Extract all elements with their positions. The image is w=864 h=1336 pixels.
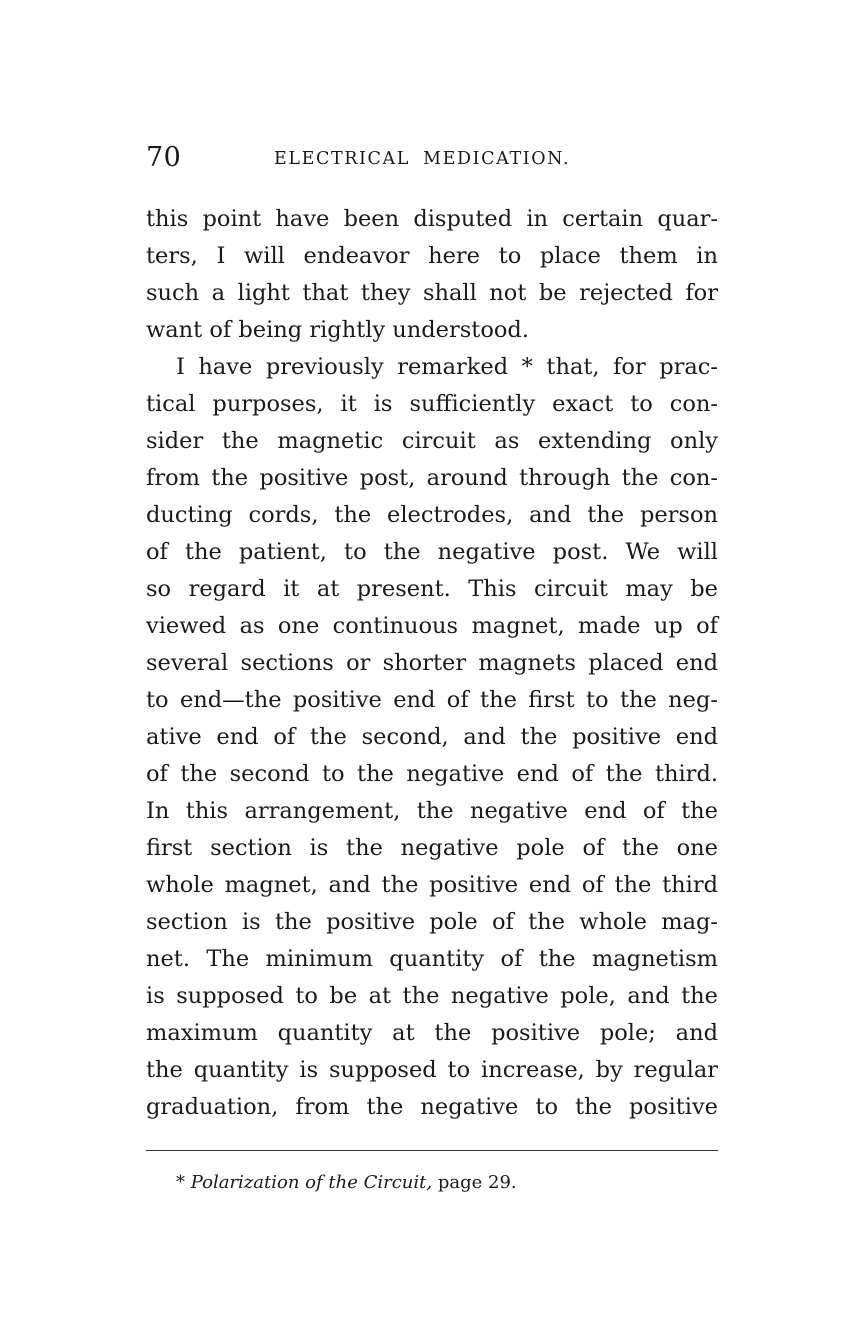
footnote-marker: * — [176, 1172, 185, 1193]
text-line: is supposed to be at the negative pole, and the — [146, 983, 718, 1009]
running-head — [146, 140, 718, 176]
text-line: whole magnet, and the positive end of the third — [146, 872, 718, 898]
text-line: section is the positive pole of the whole mag- — [146, 909, 718, 935]
text-line: net. The minimum quantity of the magnetism — [146, 946, 718, 972]
text-line: of the patient, to the negative post. We will — [146, 539, 718, 565]
body-text — [146, 201, 718, 1126]
text-line: tical purposes, it is sufficiently exact to con- — [146, 391, 718, 417]
page-number: 70 — [146, 142, 182, 173]
text-line: to end—the positive end of the first to the neg- — [146, 687, 718, 713]
text-line: viewed as one continuous magnet, made up of — [146, 613, 718, 639]
footnote-page-ref: page 29. — [437, 1172, 517, 1193]
running-title: ELECTRICAL MEDICATION. — [274, 149, 571, 169]
text-line: maximum quantity at the positive pole; and — [146, 1020, 718, 1046]
text-line: want of being rightly understood. — [146, 317, 529, 343]
text-line: ative end of the second, and the positive end — [146, 724, 718, 750]
text-line: from the positive post, around through the con- — [146, 465, 718, 491]
text-line: the quantity is supposed to increase, by regular — [146, 1057, 718, 1083]
text-line: so regard it at present. This circuit may be — [146, 576, 718, 602]
text-line: several sections or shorter magnets placed end — [146, 650, 718, 676]
text-line: In this arrangement, the negative end of the — [146, 798, 718, 824]
text-line: sider the magnetic circuit as extending only — [146, 428, 718, 454]
footnote-divider — [146, 1150, 718, 1151]
text-line: first section is the negative pole of the one — [146, 835, 718, 861]
text-line: this point have been disputed in certain quar- — [146, 206, 718, 232]
text-line: such a light that they shall not be rejected for — [146, 280, 718, 306]
text-line: ters, I will endeavor here to place them in — [146, 243, 718, 269]
text-line: of the second to the negative end of the third. — [146, 761, 718, 787]
footnote-title: Polarization of the Circuit, — [190, 1172, 433, 1193]
footnote — [176, 1168, 517, 1198]
text-line: graduation, from the negative to the positive — [146, 1094, 718, 1120]
text-line: ducting cords, the electrodes, and the person — [146, 502, 718, 528]
text-line: I have previously remarked * that, for prac- — [176, 354, 718, 380]
